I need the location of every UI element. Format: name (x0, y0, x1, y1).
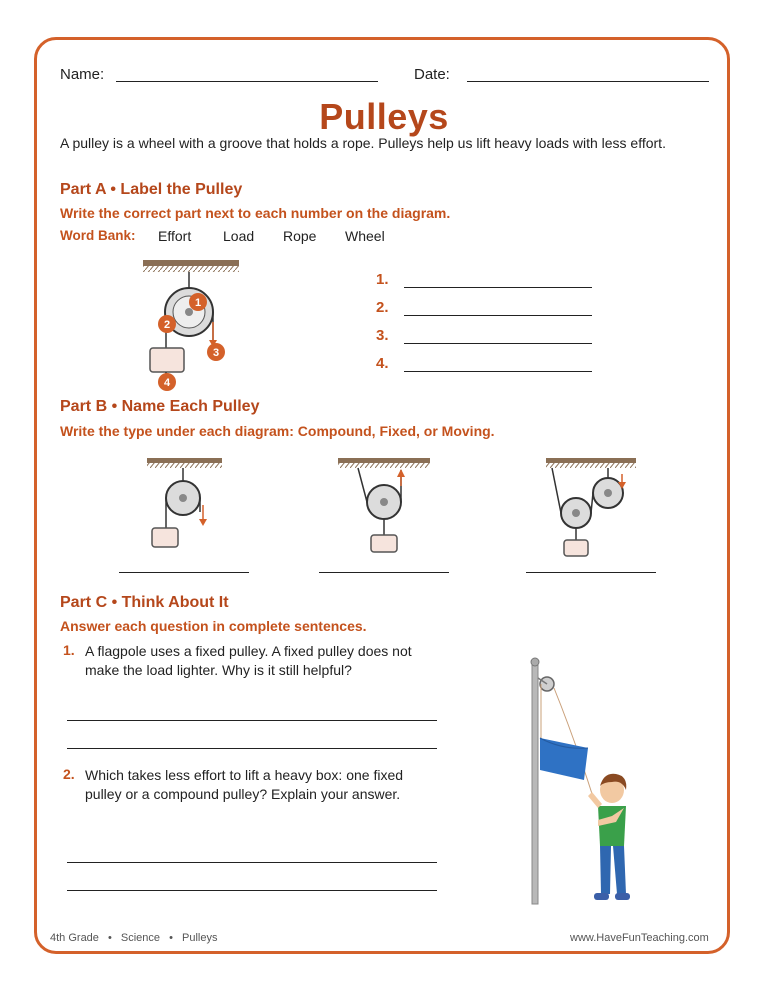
question-1-number: 1. (63, 642, 75, 658)
date-label: Date: (414, 66, 450, 83)
word-bank-label: Word Bank: (60, 228, 136, 243)
word-bank-rope: Rope (283, 228, 317, 244)
footer-website[interactable]: www.HaveFunTeaching.com (570, 932, 709, 944)
footer-topic: Pulleys (182, 932, 218, 944)
answer-number-2: 2. (376, 299, 389, 316)
question-1-text: A flagpole uses a fixed pulley. A fixed pulley does not make the load lighter. Why is it still helpful? (85, 643, 412, 678)
svg-text:4: 4 (163, 377, 171, 389)
part-c-heading: Part C • Think About It (60, 594, 229, 611)
question-2-number: 2. (63, 766, 75, 782)
answer-number-4: 4. (376, 355, 389, 372)
part-a-instruction: Write the correct part next to each number on the diagram. (60, 205, 451, 221)
part-a-heading: Part A • Label the Pulley (60, 181, 243, 198)
svg-text:3: 3 (212, 347, 220, 359)
part-b-heading: Part B • Name Each Pulley (60, 398, 260, 415)
footer-grade: 4th Grade (50, 932, 99, 944)
boy-figure (588, 774, 630, 900)
intro-text: A pulley is a wheel with a groove that holds a rope. Pulleys help us lift heavy loads with less effort. (60, 135, 666, 151)
footer-subject: Science (120, 932, 161, 944)
page-title: Pulleys (319, 96, 449, 137)
footer-left: 4th Grade • Science • Pulleys (50, 932, 218, 944)
question-2-text: Which takes less effort to lift a heavy box: one fixed pulley or a compound pulley? Explain your answer. (85, 767, 404, 802)
name-label: Name: (60, 66, 105, 83)
part-c-instruction: Answer each question in complete sentences. (60, 618, 367, 634)
answer-number-1: 1. (376, 271, 389, 288)
answer-number-3: 3. (376, 327, 389, 344)
svg-text:1: 1 (194, 297, 202, 309)
word-bank-wheel: Wheel (345, 228, 385, 244)
part-b-instruction: Write the type under each diagram: Compound, Fixed, or Moving. (60, 423, 495, 439)
svg-text:2: 2 (163, 319, 171, 331)
word-bank-effort: Effort (158, 228, 192, 244)
word-bank-load: Load (223, 228, 255, 244)
